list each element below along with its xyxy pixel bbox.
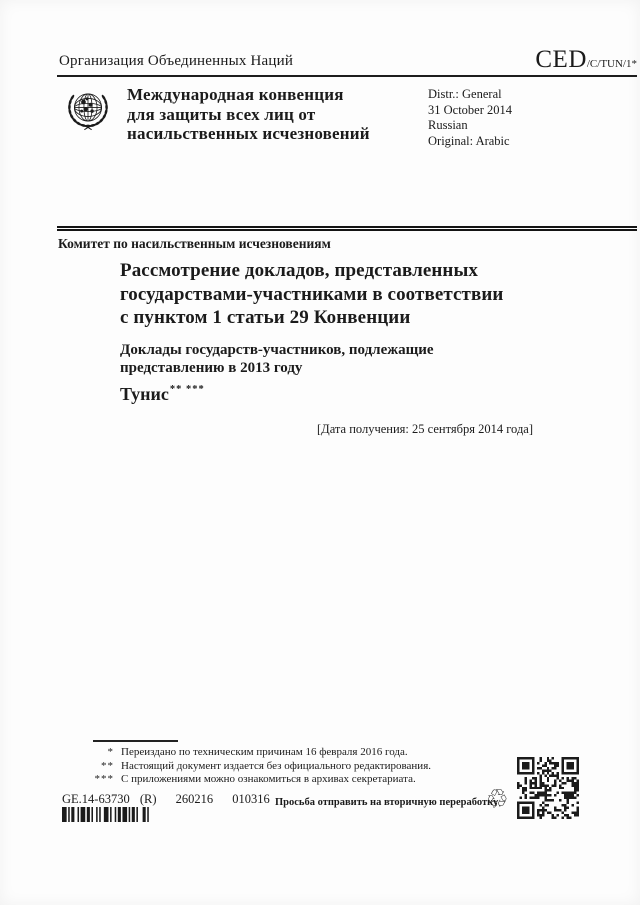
ge-language-code: (R) xyxy=(139,792,157,806)
convention-title-line: для защиты всех лиц от xyxy=(127,104,316,124)
footnote-row xyxy=(80,760,431,774)
report-title-line: с пунктом 1 статьи 29 Конвенции xyxy=(120,307,411,328)
distribution-block xyxy=(428,87,512,149)
recycle-icon: ♲ xyxy=(486,784,509,813)
footnote-row xyxy=(80,746,431,760)
convention-title xyxy=(127,85,370,144)
original-language-line: Original: Arabic xyxy=(428,133,510,148)
header-rule xyxy=(57,75,637,77)
footnote-row xyxy=(80,773,431,787)
document-symbol-main: CED xyxy=(535,46,587,73)
footnote-rule xyxy=(93,740,178,742)
report-subtitle xyxy=(120,341,434,377)
report-title-line: государствами-участниками в соответствии xyxy=(120,283,504,305)
footnote-marker: * xyxy=(107,746,114,758)
footnote-text: Переиздано по техническим причинам 16 февраля 2016 года. xyxy=(121,746,408,758)
ge-number-line xyxy=(62,792,270,807)
convention-title-line: Международная конвенция xyxy=(127,85,344,104)
report-title-line: Рассмотрение докладов, представленных xyxy=(120,260,479,281)
un-emblem-icon xyxy=(59,83,117,141)
org-name: Организация Объединенных Наций xyxy=(59,53,294,69)
date-received: [Дата получения: 25 сентября 2014 года] xyxy=(317,422,534,436)
report-subtitle-line: Доклады государств-участников, подлежащие xyxy=(120,342,434,358)
report-title xyxy=(120,259,503,330)
distr-line: Distr.: General xyxy=(428,87,502,101)
footnote-text: Настоящий документ издается без официального редактирования. xyxy=(121,759,432,772)
footnote-marker: ** xyxy=(101,759,114,772)
barcode xyxy=(62,807,166,822)
document-symbol xyxy=(535,46,637,74)
committee-name: Комитет по насильственным исчезновениям xyxy=(58,236,331,251)
footnote-marker: *** xyxy=(94,773,114,786)
recycle-note: Просьба отправить на вторичную переработку xyxy=(275,797,499,808)
country-name-text: Тунис xyxy=(120,384,169,404)
qr-code xyxy=(517,757,579,819)
convention-title-line: насильственных исчезновений xyxy=(127,124,370,143)
document-symbol-suffix: /C/TUN/1* xyxy=(586,58,637,70)
country-name xyxy=(120,384,204,405)
country-footnote-refs: ** *** xyxy=(169,384,205,395)
footnotes xyxy=(80,746,431,787)
section-divider-rule xyxy=(57,226,637,231)
footnote-text: С приложениями можно ознакомиться в архивах секретариата. xyxy=(121,773,416,786)
date-line: 31 October 2014 xyxy=(428,102,513,117)
ge-date-2: 010316 xyxy=(232,792,270,806)
report-subtitle-line: представлению в 2013 году xyxy=(120,360,303,376)
ge-symbol: GE.14-63730 xyxy=(62,792,130,806)
ge-date-1: 260216 xyxy=(175,792,214,806)
language-line: Russian xyxy=(428,118,468,132)
